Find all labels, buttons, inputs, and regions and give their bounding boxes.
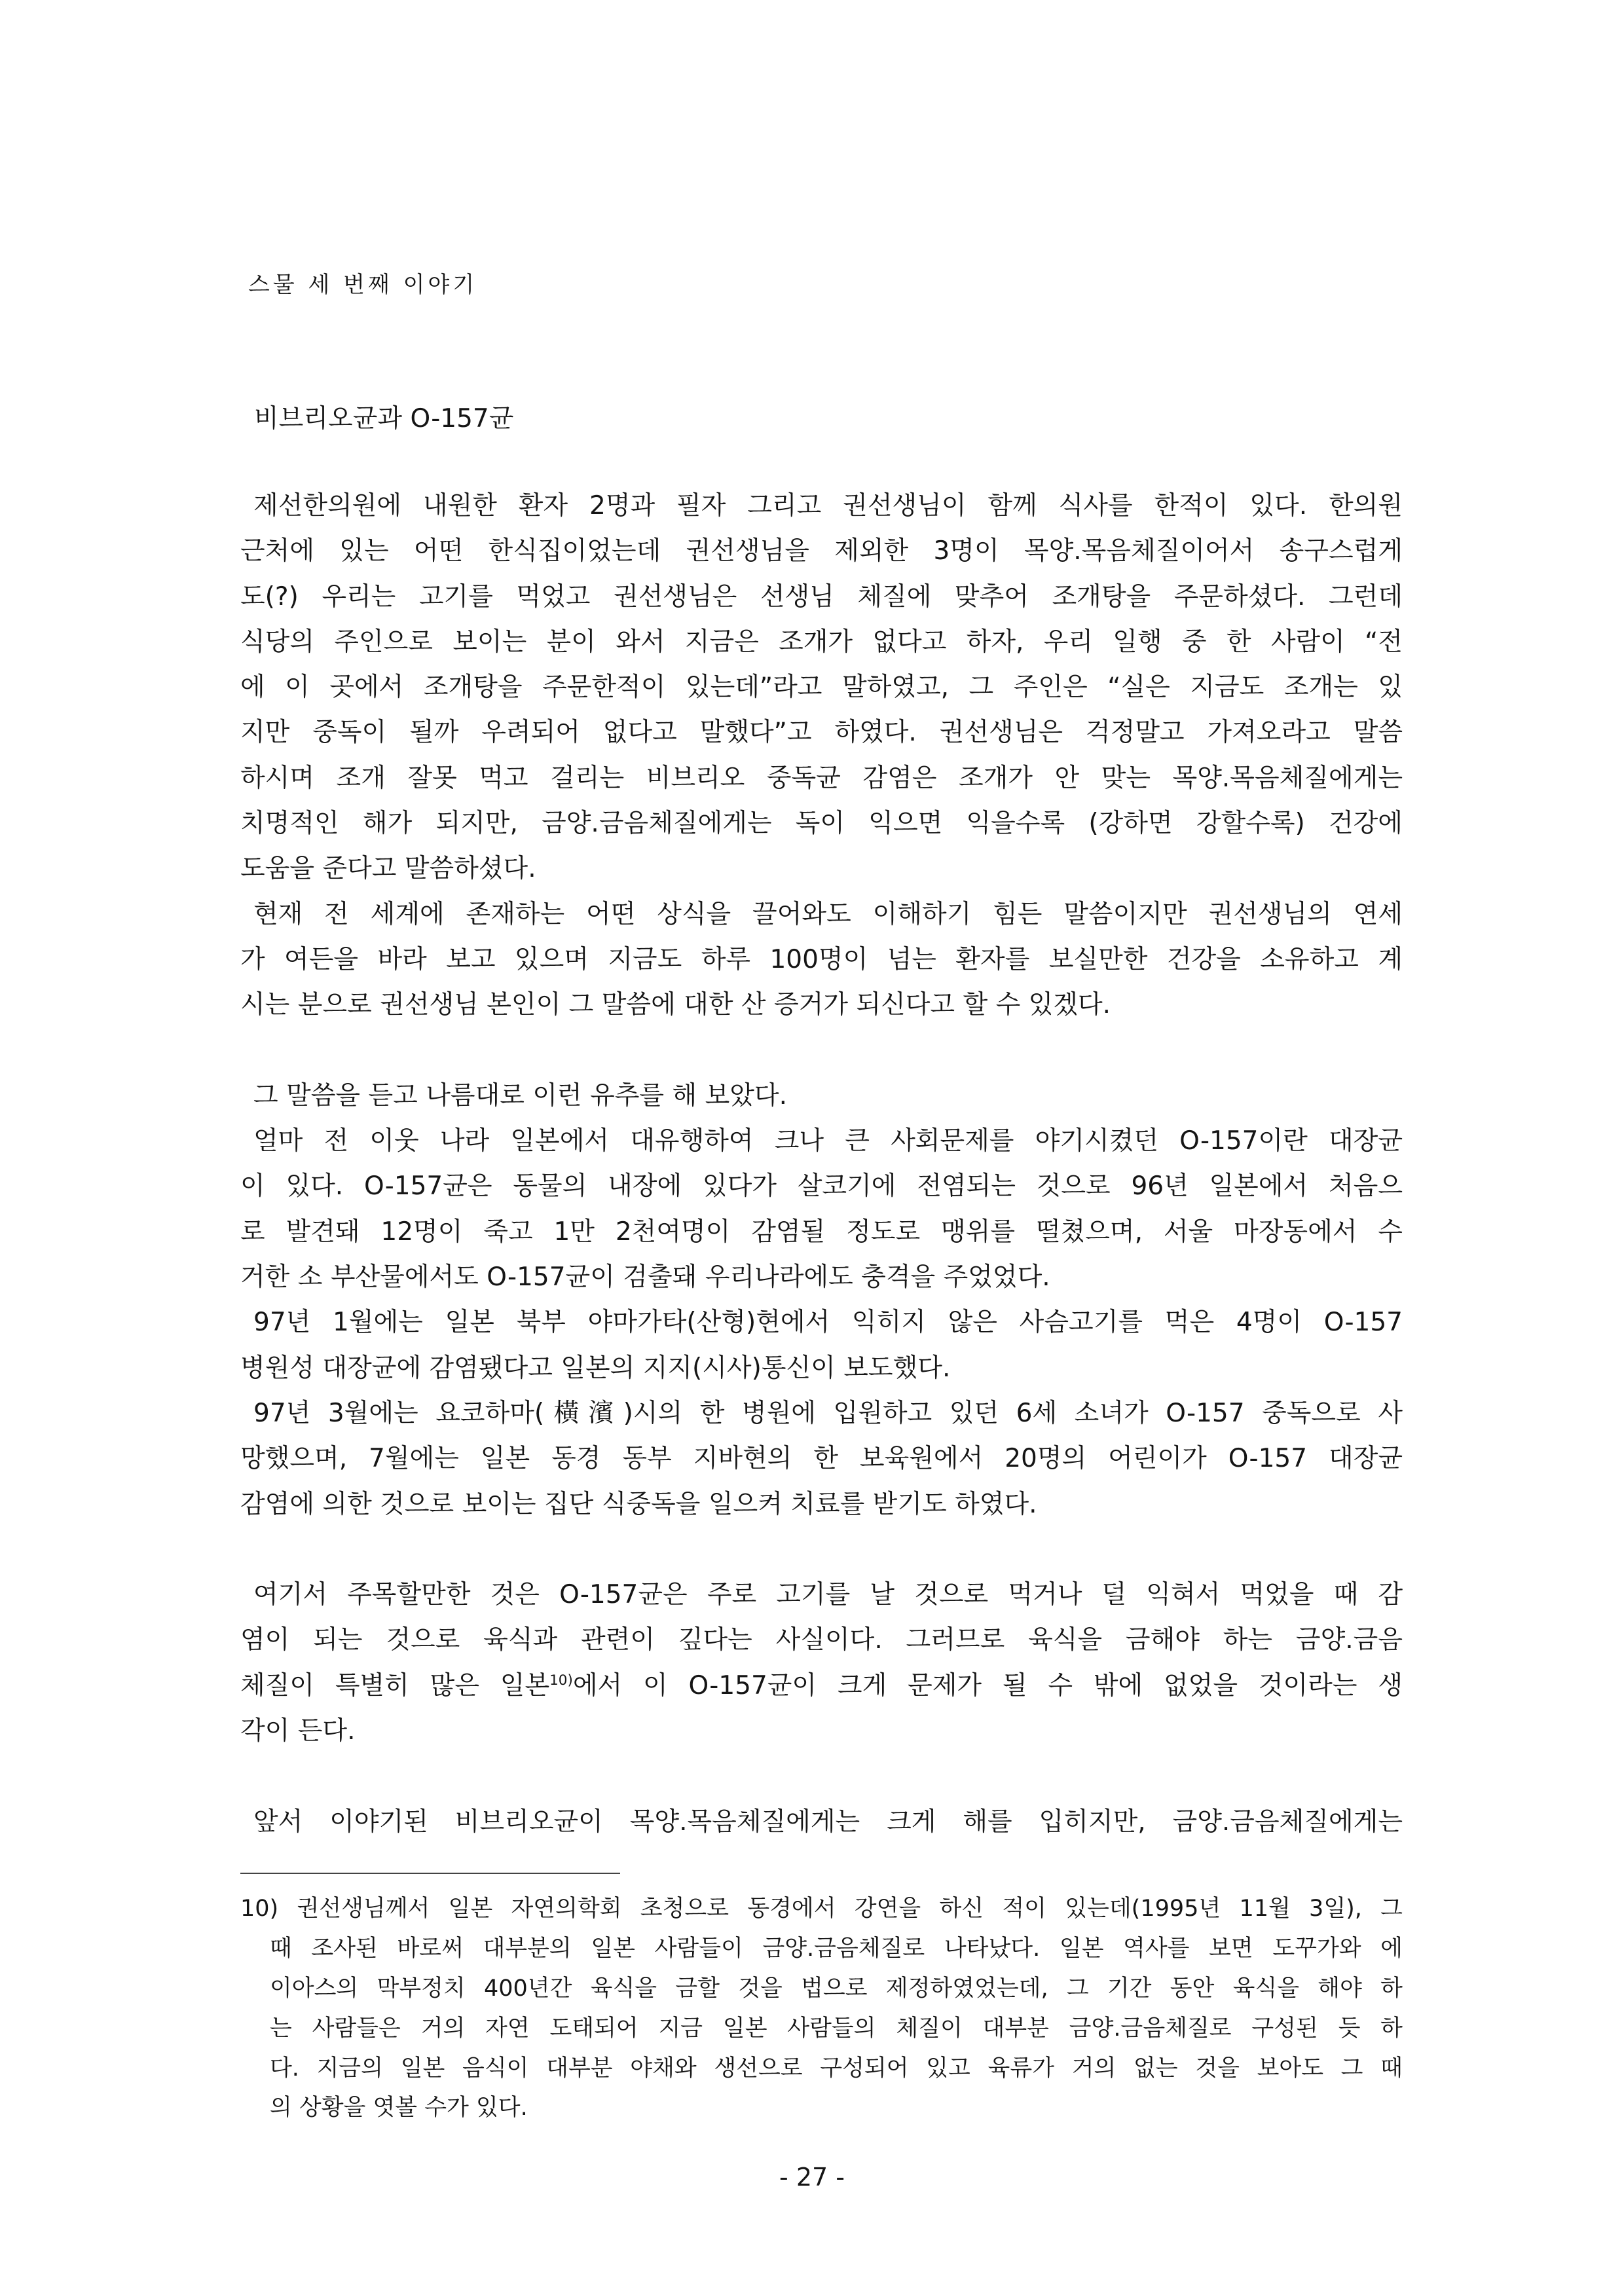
body-line-with-footnote-ref	[240, 1663, 1403, 1708]
body-line: 97년 1월에는 일본 북부 야마가타(산형)현에서 익히지 않은 사슴고기를 먹은 4명이 O-157	[253, 1308, 1403, 1338]
body-line: 염이 되는 것으로 육식과 관련이 깊다는 사실이다. 그러므로 육식을 금해야 하는 금양.금음	[240, 1625, 1403, 1655]
body-line: 거한 소 부산물에서도 O-157균이 검출돼 우리나라에도 충격을 주었었다.	[240, 1262, 1050, 1293]
footnote-marker: 10)	[240, 1896, 279, 1922]
body-line: 이 있다. O-157균은 동물의 내장에 있다가 살코기에 전염되는 것으로 96년 일본에서 처음으	[240, 1171, 1403, 1202]
footnote-line: 는 사람들은 거의 자연 도태되어 지금 일본 사람들의 체질이 대부분 금양.금음체질로 구성된 듯 하	[270, 2015, 1403, 2042]
body-line: 로 발견돼 12명이 죽고 1만 2천여명이 감염될 정도로 맹위를 떨쳤으며, 서울 마장동에서 수	[240, 1217, 1403, 1247]
line-text: 에서 이 O-157균이 크게 문제가 될 수 밖에 없었을 것이라는 생	[572, 1670, 1403, 1700]
chapter-heading: 스물 세 번째 이야기	[248, 272, 478, 298]
body-line: 앞서 이야기된 비브리오균이 목양.목음체질에게는 크게 해를 입히지만, 금양.금음체질에게는	[253, 1807, 1403, 1837]
body-line: 지만 중독이 될까 우려되어 없다고 말했다”고 하였다. 권선생님은 걱정말고 가져오라고 말씀	[240, 718, 1403, 748]
body-line: 각이 든다.	[240, 1716, 356, 1746]
body-text	[240, 483, 1403, 1845]
footnote-line: 때 조사된 바로써 대부분의 일본 사람들이 금양.금음체질로 나타났다. 일본 역사를 보면 도꾸가와 에	[270, 1935, 1403, 1962]
body-line: 감염에 의한 것으로 보이는 집단 식중독을 일으켜 치료를 받기도 하였다.	[240, 1489, 1037, 1519]
footnote-line: 의 상황을 엿볼 수가 있다.	[270, 2095, 528, 2121]
body-line: 식당의 주인으로 보이는 분이 와서 지금은 조개가 없다고 하자, 우리 일행 중 한 사람이 “전	[240, 627, 1403, 657]
body-line: 여기서 주목할만한 것은 O-157균은 주로 고기를 날 것으로 먹거나 덜 익혀서 먹었을 때 감	[253, 1580, 1403, 1610]
blank-line	[240, 1028, 1403, 1073]
body-line: 병원성 대장균에 감염됐다고 일본의 지지(시사)통신이 보도했다.	[240, 1353, 951, 1383]
body-line: 도(?) 우리는 고기를 먹었고 권선생님은 선생님 체질에 맞추어 조개탕을 주문하셨다. 그런데	[240, 581, 1403, 612]
line-text: 체질이 특별히 많은 일본	[240, 1670, 550, 1700]
page-number: - 27 -	[779, 2163, 845, 2192]
footnote	[240, 1889, 1403, 2128]
blank-line	[240, 1753, 1403, 1799]
body-line: 제선한의원에 내원한 환자 2명과 필자 그리고 권선생님이 함께 식사를 한적이 있다. 한의원	[253, 491, 1403, 521]
footnote-reference: 10)	[549, 1672, 573, 1689]
body-line: 하시며 조개 잘못 먹고 걸리는 비브리오 중독균 감염은 조개가 안 맞는 목양.목음체질에게는	[240, 763, 1403, 793]
footnote-separator	[240, 1873, 620, 1874]
footnote-line: 이아스의 막부정치 400년간 육식을 금할 것을 법으로 제정하였었는데, 그 기간 동안 육식을 해야 하	[270, 1975, 1403, 2002]
body-line: 도움을 준다고 말씀하셨다.	[240, 854, 536, 884]
body-line: 치명적인 해가 되지만, 금양.금음체질에게는 독이 익으면 익을수록 (강하면 강할수록) 건강에	[240, 809, 1403, 839]
blank-line	[240, 1527, 1403, 1572]
body-line: 망했으며, 7월에는 일본 동경 동부 지바현의 한 보육원에서 20명의 어린이가 O-157 대장균	[240, 1444, 1403, 1474]
footnote-line: 다. 지금의 일본 음식이 대부분 야채와 생선으로 구성되어 있고 육류가 거의 없는 것을 보아도 그 때	[270, 2055, 1403, 2082]
footnote-text: 권선생님께서 일본 자연의학회 초청으로 동경에서 강연을 하신 적이 있는데(1995년 11월 3일), 그	[297, 1896, 1403, 1922]
section-title: 비브리오균과 O-157균	[254, 404, 514, 433]
body-line: 97년 3월에는 요코하마(橫濱)시의 한 병원에 입원하고 있던 6세 소녀가 O-157 중독으로 사	[253, 1398, 1403, 1428]
body-line: 근처에 있는 어떤 한식집이었는데 권선생님을 제외한 3명이 목양.목음체질이어서 송구스럽게	[240, 536, 1403, 566]
body-line: 얼마 전 이웃 나라 일본에서 대유행하여 크나 큰 사회문제를 야기시켰던 O-157이란 대장균	[253, 1126, 1403, 1156]
body-line: 가 여든을 바라 보고 있으며 지금도 하루 100명이 넘는 환자를 보실만한 건강을 소유하고 계	[240, 944, 1403, 974]
body-line: 그 말씀을 듣고 나름대로 이런 유추를 해 보았다.	[253, 1080, 787, 1111]
footnote-line	[240, 1889, 1403, 1929]
body-line: 현재 전 세계에 존재하는 어떤 상식을 끌어와도 이해하기 힘든 말씀이지만 권선생님의 연세	[253, 899, 1403, 929]
body-line: 에 이 곳에서 조개탕을 주문한적이 있는데”라고 말하였고, 그 주인은 “실은 지금도 조개는 있	[240, 672, 1403, 703]
body-line: 시는 분으로 권선생님 본인이 그 말씀에 대한 산 증거가 되신다고 할 수 있겠다.	[240, 990, 1111, 1020]
